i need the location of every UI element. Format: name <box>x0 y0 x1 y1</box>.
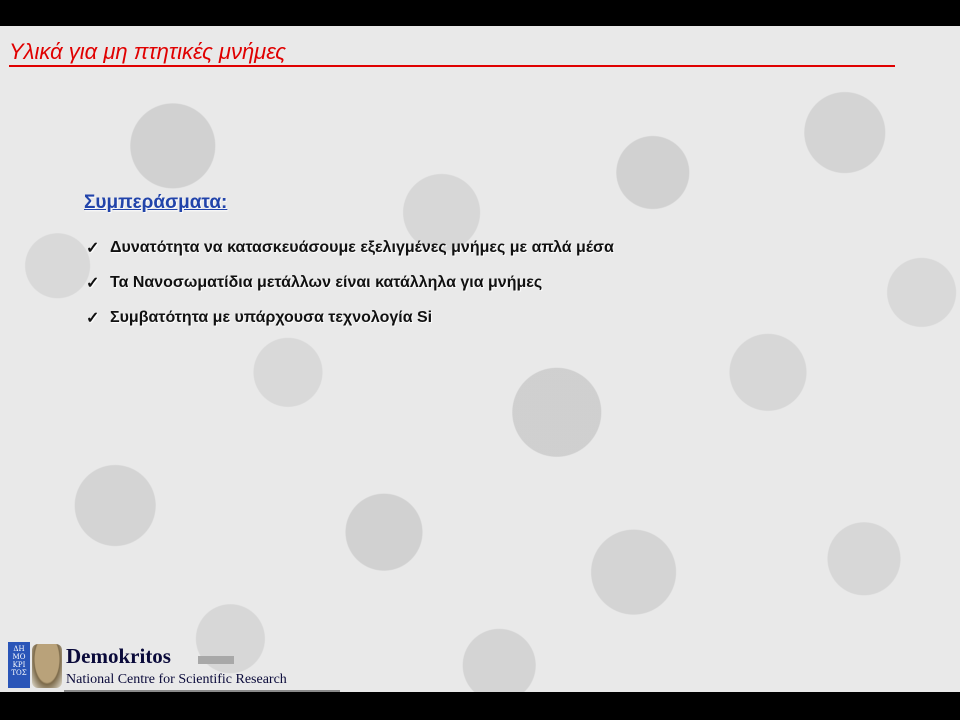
slide-title: Υλικά για μη πτητικές μνήμες <box>9 39 286 64</box>
logo-bar <box>198 656 234 664</box>
bullet-text: Συμβατότητα με υπάρχουσα τεχνολογία Si <box>110 308 433 326</box>
checkmark-icon: ✓ <box>86 274 100 292</box>
checkmark-icon: ✓ <box>86 309 100 327</box>
org-subtitle: National Centre for Scientific Research <box>66 672 287 687</box>
list-item <box>86 230 614 265</box>
conclusions-heading: Συμπεράσματα: <box>84 192 228 213</box>
footer-logo <box>6 640 346 692</box>
title-underline <box>9 65 895 67</box>
slide <box>0 26 960 692</box>
org-name: Demokritos <box>66 644 171 668</box>
checkmark-icon: ✓ <box>86 239 100 257</box>
bullet-text: Δυνατότητα να κατασκευάσουμε εξελιγμένες μνήμες με απλά μέσα <box>110 238 614 256</box>
conclusions-list <box>86 230 614 335</box>
seal-icon: ΔΗ ΜΟ ΚΡΙ ΤΟΣ <box>8 642 30 688</box>
bullet-text: Τα Νανοσωματίδια μετάλλων είναι κατάλληλα για μνήμες <box>110 273 543 291</box>
list-item <box>86 265 614 300</box>
list-item <box>86 300 614 335</box>
bust-icon <box>32 644 62 688</box>
logo-underline <box>64 690 340 692</box>
